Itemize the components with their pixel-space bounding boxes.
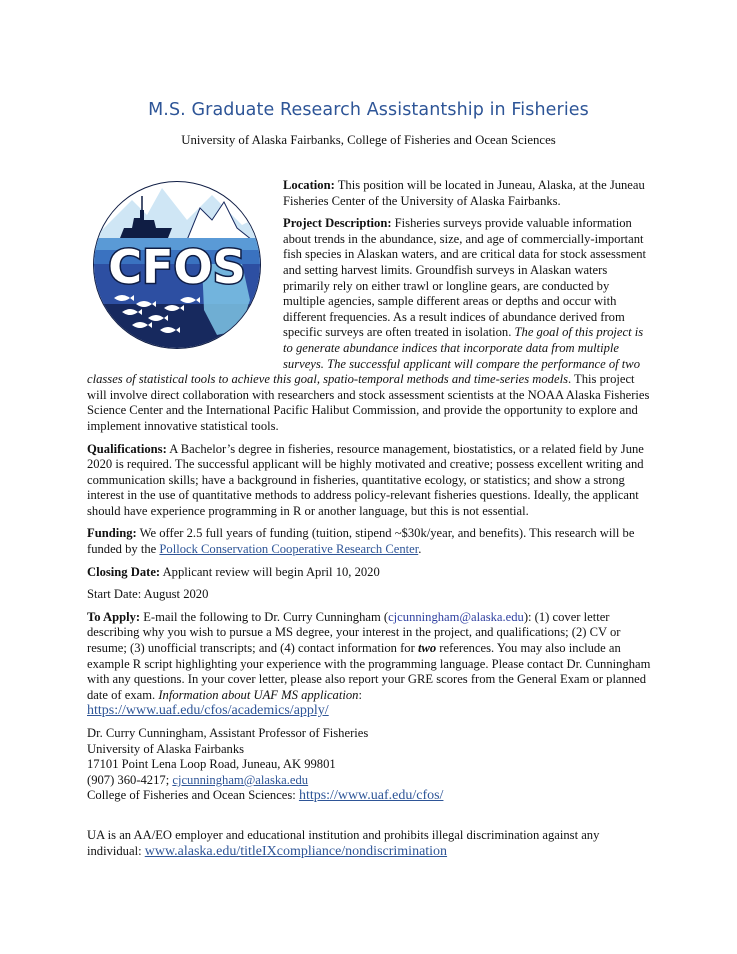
contact-university: University of Alaska Fairbanks [87, 741, 245, 756]
project-text-2: . This project will involve direct collaboration with researchers and stock assessment scientists at the NOAA Alaska Fisheries Science Center and the International Pacific Halibut Commission, and provide the opportunity to explore and implement innovative statistical tools. [87, 372, 650, 433]
spacer [87, 804, 651, 828]
contact-block [87, 726, 651, 804]
closing-paragraph [87, 565, 651, 581]
contact-college-line [87, 788, 651, 804]
apply-text-1: E-mail the following to Dr. Curry Cunningham ( [140, 609, 389, 624]
funding-end: . [418, 542, 422, 557]
contact-phone: (907) 360-4217; [87, 772, 173, 787]
page-subtitle: University of Alaska Fairbanks, College of Fisheries and Ocean Sciences [181, 133, 556, 147]
contact-college: College of Fisheries and Ocean Sciences: [87, 788, 299, 803]
qualifications-text: A Bachelor’s degree in fisheries, resource management, biostatistics, or a related field by June 2020 is required. The successful applicant will be highly motivated and creative; possess excellent writing and communication skills; have a background in fisheries, quantitative ecology, or statistics; and show a strong interest in the use of quantitative methods to address policy-relevant fisheries questions. Ideally, the applicant should have experience programming in R or another language, but this is not essential. [87, 441, 644, 518]
funding-text: We offer 2.5 full years of funding (tuition, stipend ~$30k/year, and benefits). This research will be funded by the [87, 526, 635, 557]
nondiscrimination-link[interactable]: www.alaska.edu/titleIXcompliance/nondiscrimination [144, 843, 448, 859]
logo-text: CFOS [108, 240, 246, 294]
footer-paragraph [87, 828, 651, 859]
apply-link[interactable]: https://www.uaf.edu/cfos/academics/apply/ [87, 703, 329, 719]
start-paragraph: Start Date: August 2020 [87, 587, 209, 602]
contact-phone-line [87, 773, 651, 789]
apply-two: two [417, 641, 437, 656]
funding-label: Funding: [87, 526, 137, 541]
pollock-center-link[interactable]: Pollock Conservation Cooperative Research Center [159, 542, 419, 557]
footer-text: UA is an AA/EO employer and educational institution and prohibits illegal discrimination against any individual: [87, 827, 600, 858]
apply-colon: : [358, 687, 362, 702]
apply-paragraph [87, 610, 651, 719]
qualifications-paragraph [87, 442, 651, 520]
project-goal-italic: The goal of this project is to generate abundance indices that incorporate data from multiple surveys. The successful applicant will compare the performance of two classes of statistical tools to achieve this goal, spatio-temporal methods and time-series models [87, 325, 644, 387]
logo-spacer [87, 178, 283, 370]
funding-paragraph [87, 526, 651, 557]
apply-label: To Apply: [87, 609, 141, 624]
contact-address: 17101 Point Lena Loop Road, Juneau, AK 99801 [87, 757, 336, 772]
contact-email-link[interactable]: cjcunningham@alaska.edu [172, 772, 309, 787]
body-text [87, 178, 651, 866]
contact-name: Dr. Curry Cunningham, Assistant Professor of Fisheries [87, 726, 369, 740]
location-text: This position will be located in Juneau, Alaska, at the Juneau Fisheries Center of the University of Alaska Fairbanks. [283, 178, 645, 208]
apply-text-2: ): (1) cover letter describing why you wish to pursue a MS degree, your interest in the project, and qualifications; (2) CV or resume; (3) unofficial transcripts; and (4) contact information for [87, 609, 621, 656]
closing-text: Applicant review will begin April 10, 2020 [160, 564, 380, 579]
apply-info-italic: Information about UAF MS application [158, 687, 359, 702]
project-label: Project Description: [283, 216, 392, 231]
project-text-1: Fisheries surveys provide valuable information about trends in the abundance, size, and age of commercially-important fish species in Alaskan waters, and are critical data for stock assessment and setting harvest limits. Groundfish surveys in Alaskan waters primarily rely on either trawl or longline gears, are conducted by multiple agencies, sample different areas or depths and occur with different frequencies. As a result indices of abundance derived from specific surveys are often treated in isolation. [283, 216, 646, 340]
cfos-website-link[interactable]: https://www.uaf.edu/cfos/ [298, 788, 444, 804]
qualifications-label: Qualifications: [87, 441, 167, 456]
apply-text-3: references. You may also include an example R script highlighting your experience with the programming language. Please contact Dr. Cunningham with any questions. In your cover letter, please also report your GRE scores from the General Exam or planned date of exam. [87, 641, 651, 702]
closing-label: Closing Date: [87, 564, 161, 579]
page-title: M.S. Graduate Research Assistantship in Fisheries [148, 100, 589, 120]
location-label: Location: [283, 178, 335, 192]
apply-email[interactable]: cjcunningham@alaska.edu [388, 609, 524, 624]
